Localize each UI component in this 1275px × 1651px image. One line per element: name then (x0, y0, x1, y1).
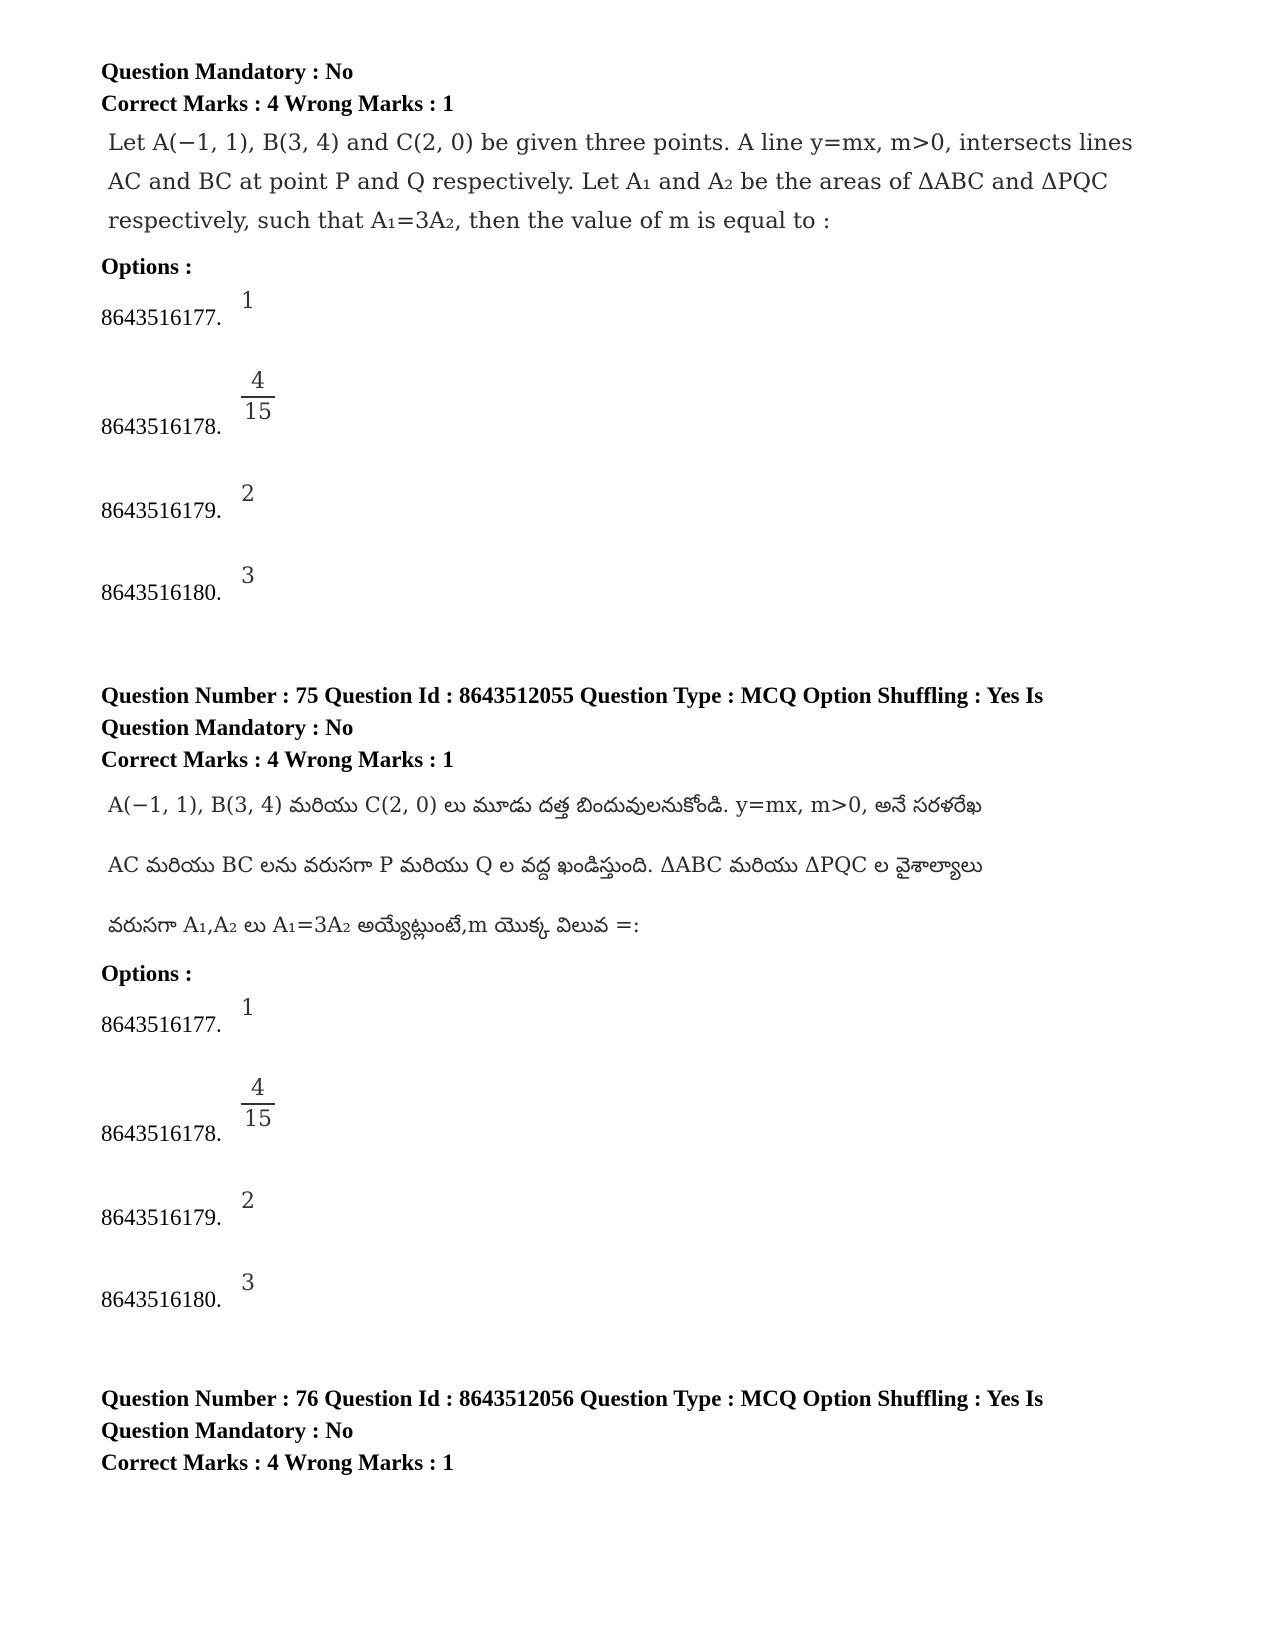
fraction-numerator: 4 (241, 1075, 275, 1105)
option-fraction (241, 1075, 275, 1135)
question-text-line: A(−1, 1), B(3, 4) మరియు C(2, 0) లు మూడు దత్త బిందువులనుకోండి. y=mx, m>0, అనే సరళరేఖ (108, 793, 982, 817)
question-header-line: Question Number : 75 Question Id : 8643512055 Question Type : MCQ Option Shuffling : Yes Is (101, 683, 1044, 708)
question-text-telugu (108, 775, 1188, 955)
option-row[interactable] (101, 289, 501, 331)
option-id: 8643516178. (101, 1121, 222, 1146)
question-mandatory: Question Mandatory : No (101, 1418, 354, 1443)
option-row[interactable] (101, 482, 501, 524)
option-row[interactable] (101, 996, 501, 1038)
option-fraction (241, 368, 275, 428)
option-id: 8643516177. (101, 1012, 222, 1037)
option-id: 8643516180. (101, 580, 222, 605)
question-text-english (108, 124, 1188, 241)
question-meta-top (101, 56, 454, 120)
option-row[interactable] (101, 1271, 501, 1313)
fraction-numerator: 4 (241, 368, 275, 398)
option-id: 8643516179. (101, 498, 222, 523)
options-label: Options : (101, 961, 193, 986)
question-text-line: వరుసగా A₁,A₂ లు A₁=3A₂ అయ్యేట్లుంటే,m యొక్క విలువ =: (108, 913, 640, 937)
option-value: 1 (241, 289, 255, 314)
option-id: 8643516180. (101, 1287, 222, 1312)
marks-line: Correct Marks : 4 Wrong Marks : 1 (101, 91, 454, 116)
question-text-line: respectively, such that A₁=3A₂, then the value of m is equal to : (108, 208, 831, 234)
question-text-line: Let A(−1, 1), B(3, 4) and C(2, 0) be given three points. A line y=mx, m>0, intersects lines (108, 130, 1133, 156)
question-mandatory: Question Mandatory : No (101, 59, 354, 84)
option-id: 8643516178. (101, 414, 222, 439)
option-value: 2 (241, 1189, 255, 1214)
option-row[interactable] (101, 564, 501, 606)
option-row[interactable] (101, 1075, 501, 1147)
question-header-76 (101, 1383, 1043, 1479)
question-header-75 (101, 680, 1043, 776)
option-row[interactable] (101, 1189, 501, 1231)
fraction-denominator: 15 (244, 1107, 272, 1132)
question-header-line: Question Number : 76 Question Id : 8643512056 Question Type : MCQ Option Shuffling : Yes Is (101, 1386, 1044, 1411)
option-id: 8643516177. (101, 305, 222, 330)
option-id: 8643516179. (101, 1205, 222, 1230)
options-label: Options : (101, 254, 193, 279)
marks-line: Correct Marks : 4 Wrong Marks : 1 (101, 1450, 454, 1475)
option-value: 2 (241, 482, 255, 507)
question-text-line: AC and BC at point P and Q respectively. Let A₁ and A₂ be the areas of ΔABC and ΔPQC (108, 169, 1109, 195)
option-value: 3 (241, 1271, 255, 1296)
option-row[interactable] (101, 368, 501, 440)
question-mandatory: Question Mandatory : No (101, 715, 354, 740)
marks-line: Correct Marks : 4 Wrong Marks : 1 (101, 747, 454, 772)
option-value: 1 (241, 996, 255, 1021)
question-text-line: AC మరియు BC లను వరుసగా P మరియు Q ల వద్ద ఖండిస్తుంది. ΔABC మరియు ΔPQC ల వైశాల్యాలు (108, 853, 983, 877)
option-value: 3 (241, 564, 255, 589)
fraction-denominator: 15 (244, 400, 272, 425)
